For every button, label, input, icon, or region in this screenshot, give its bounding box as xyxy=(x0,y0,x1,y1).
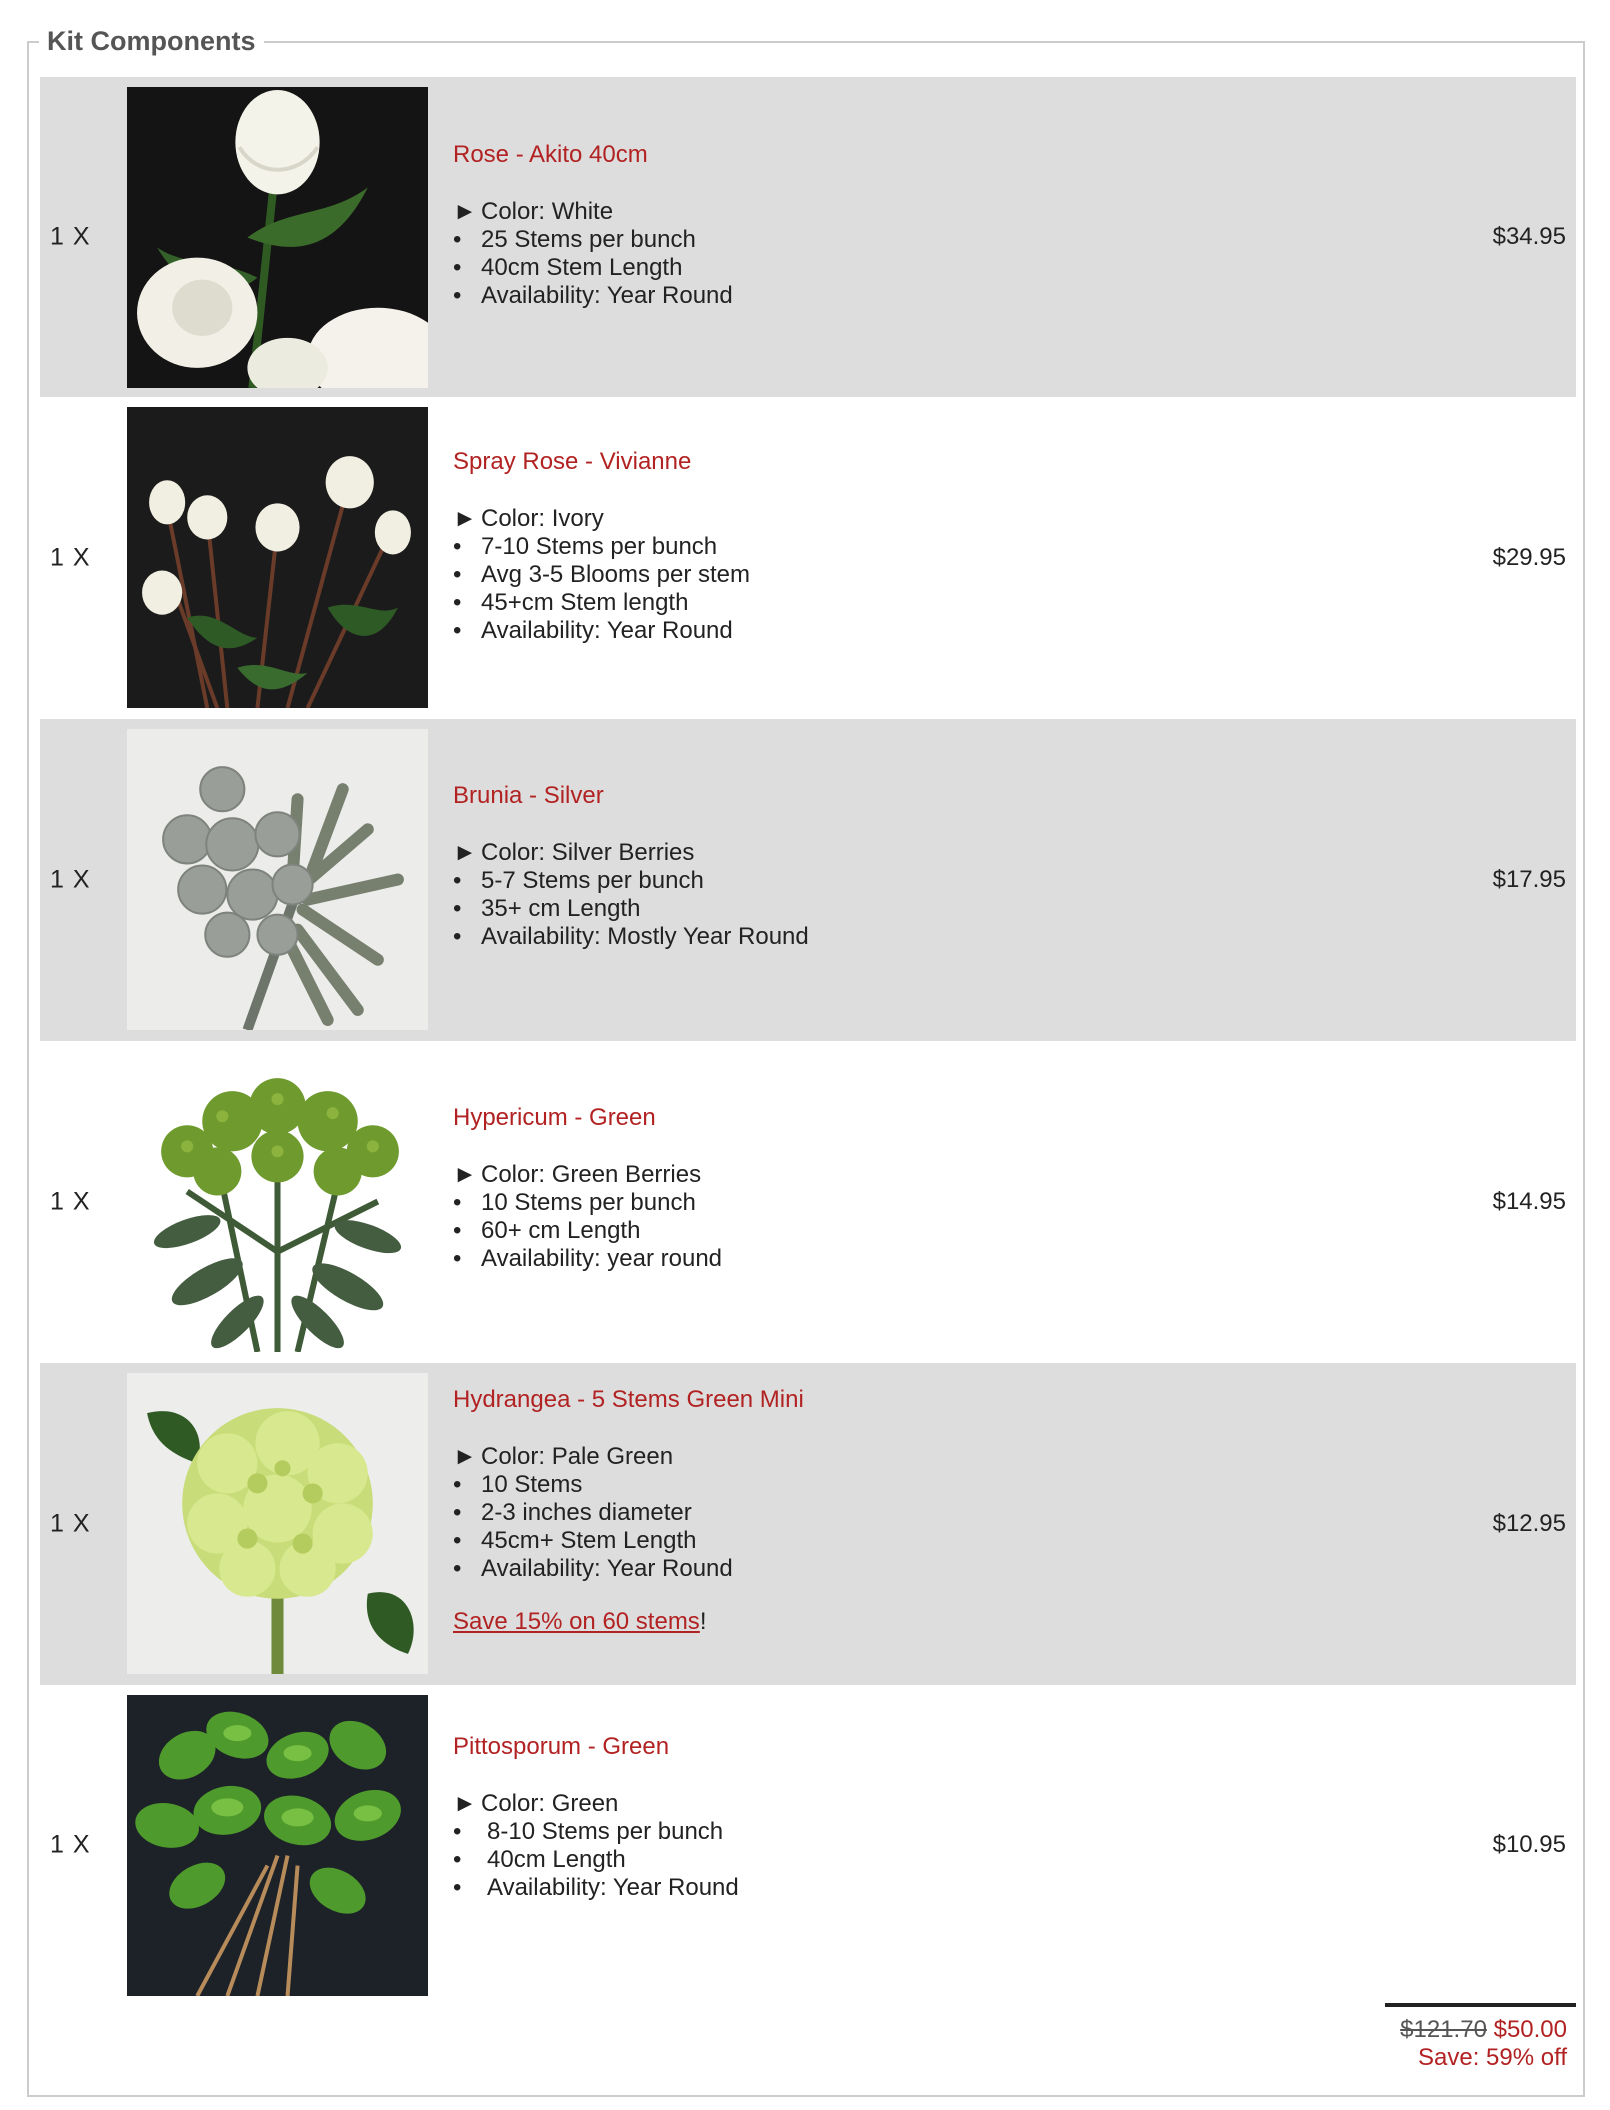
bullet-icon: • xyxy=(453,1818,462,1845)
item-info xyxy=(453,1103,1353,1273)
item-specs xyxy=(453,1161,1353,1273)
totals-divider xyxy=(1385,2003,1576,2007)
item-specs xyxy=(453,839,1353,951)
item-name-link[interactable]: Hydrangea - 5 Stems Green Mini xyxy=(453,1386,804,1413)
triangle-right-icon: ► xyxy=(453,1443,477,1470)
kit-item-row xyxy=(40,1363,1576,1685)
save-15-percent-link[interactable]: Save 15% on 60 stems xyxy=(453,1608,700,1635)
item-name-link[interactable]: Spray Rose - Vivianne xyxy=(453,448,692,475)
spec-bullet: • 40cm Stem Length xyxy=(453,254,683,281)
bullet-icon: • xyxy=(453,923,462,950)
promo-line xyxy=(453,1607,1353,1637)
bullet-icon: • xyxy=(453,254,462,281)
kit-item-row xyxy=(40,719,1576,1041)
item-quantity: 1 X xyxy=(50,1509,91,1538)
bullet-icon: • xyxy=(453,1874,462,1901)
spec-color: ► Color: Green Berries xyxy=(453,1161,702,1188)
spec-bullet: • Availability: Year Round xyxy=(453,282,733,309)
spec-color: ► Color: Pale Green xyxy=(453,1443,674,1470)
hypericum-photo-icon[interactable] xyxy=(127,1051,428,1352)
item-price: $17.95 xyxy=(1492,866,1566,893)
item-quantity: 1 X xyxy=(50,1187,91,1216)
spec-color: ► Color: Ivory xyxy=(453,505,604,532)
price-line xyxy=(1400,2016,1567,2044)
bullet-icon: • xyxy=(453,1527,462,1554)
item-quantity: 1 X xyxy=(50,543,91,572)
spec-bullet: • Availability: year round xyxy=(453,1245,723,1272)
bullet-icon: • xyxy=(453,1555,462,1582)
triangle-right-icon: ► xyxy=(453,198,477,225)
spec-color: ► Color: Green xyxy=(453,1790,619,1817)
bullet-icon: • xyxy=(453,589,462,616)
spec-bullet: • 45+cm Stem length xyxy=(453,589,689,616)
item-info xyxy=(453,1385,1353,1637)
pittosporum-photo-icon[interactable] xyxy=(127,1695,428,1996)
item-price: $34.95 xyxy=(1492,223,1566,250)
bullet-icon: • xyxy=(453,533,462,560)
item-name-link[interactable]: Rose - Akito 40cm xyxy=(453,141,648,168)
spec-bullet: • 10 Stems per bunch xyxy=(453,1189,696,1216)
bullet-icon: • xyxy=(453,561,462,588)
promo-suffix: ! xyxy=(699,1608,707,1635)
spec-color: ► Color: White xyxy=(453,198,614,225)
item-quantity: 1 X xyxy=(50,865,91,894)
kit-totals xyxy=(1400,2016,1567,2072)
bullet-icon: • xyxy=(453,1499,462,1526)
item-price: $14.95 xyxy=(1492,1188,1566,1215)
spec-bullet: • Availability: Mostly Year Round xyxy=(453,923,809,950)
spec-bullet: • Availability: Year Round xyxy=(453,1555,733,1582)
triangle-right-icon: ► xyxy=(453,505,477,532)
kit-components-legend: Kit Components xyxy=(39,24,264,58)
item-price: $12.95 xyxy=(1492,1510,1566,1537)
item-info xyxy=(453,447,1353,645)
item-specs xyxy=(453,505,1353,645)
triangle-right-icon: ► xyxy=(453,839,477,866)
item-quantity: 1 X xyxy=(50,1830,91,1859)
triangle-right-icon: ► xyxy=(453,1790,477,1817)
bullet-icon: • xyxy=(453,895,462,922)
item-specs xyxy=(453,198,1353,310)
item-quantity: 1 X xyxy=(50,222,91,251)
savings-text: Save: 59% off xyxy=(1418,2044,1567,2071)
item-name-link[interactable]: Pittosporum - Green xyxy=(453,1733,670,1760)
bullet-icon: • xyxy=(453,867,462,894)
spec-bullet: • 2-3 inches diameter xyxy=(453,1499,692,1526)
bullet-icon: • xyxy=(453,617,462,644)
bullet-icon: • xyxy=(453,1471,462,1498)
spec-bullet: • 25 Stems per bunch xyxy=(453,226,696,253)
bullet-icon: • xyxy=(453,1846,462,1873)
item-specs xyxy=(453,1790,1353,1902)
item-price: $29.95 xyxy=(1492,544,1566,571)
bullet-icon: • xyxy=(453,226,462,253)
bullet-icon: • xyxy=(453,282,462,309)
bullet-icon: • xyxy=(453,1189,462,1216)
spec-bullet: • 5-7 Stems per bunch xyxy=(453,867,704,894)
white-rose-photo-icon[interactable] xyxy=(127,87,428,388)
item-name-link[interactable]: Hypericum - Green xyxy=(453,1104,656,1131)
spec-bullet: • 60+ cm Length xyxy=(453,1217,641,1244)
item-specs xyxy=(453,1443,1353,1583)
sale-price: $50.00 xyxy=(1493,2016,1567,2043)
item-name-link[interactable]: Brunia - Silver xyxy=(453,782,604,809)
spec-bullet: • 35+ cm Length xyxy=(453,895,641,922)
original-price: $121.70 xyxy=(1400,2016,1487,2043)
spec-bullet: • 7-10 Stems per bunch xyxy=(453,533,718,560)
bullet-icon: • xyxy=(453,1217,462,1244)
spec-bullet: • 8-10 Stems per bunch xyxy=(453,1818,724,1845)
kit-item-row xyxy=(40,77,1576,397)
spec-bullet: • 10 Stems xyxy=(453,1471,583,1498)
item-price: $10.95 xyxy=(1492,1831,1566,1858)
spec-bullet: • Availability: Year Round xyxy=(453,617,733,644)
spec-bullet: • 45cm+ Stem Length xyxy=(453,1527,697,1554)
kit-item-row xyxy=(40,397,1576,719)
spec-bullet: • Avg 3-5 Blooms per stem xyxy=(453,561,751,588)
item-info xyxy=(453,140,1353,310)
item-info xyxy=(453,781,1353,951)
spec-bullet: • 40cm Length xyxy=(453,1846,626,1873)
spec-color: ► Color: Silver Berries xyxy=(453,839,695,866)
spec-bullet: • Availability: Year Round xyxy=(453,1874,739,1901)
spray-rose-photo-icon[interactable] xyxy=(127,407,428,708)
bullet-icon: • xyxy=(453,1245,462,1272)
kit-item-row xyxy=(40,1041,1576,1363)
hydrangea-photo-icon[interactable] xyxy=(127,1373,428,1674)
brunia-photo-icon[interactable] xyxy=(127,729,428,1030)
kit-item-row xyxy=(40,1685,1576,2007)
item-info xyxy=(453,1732,1353,1902)
triangle-right-icon: ► xyxy=(453,1161,477,1188)
